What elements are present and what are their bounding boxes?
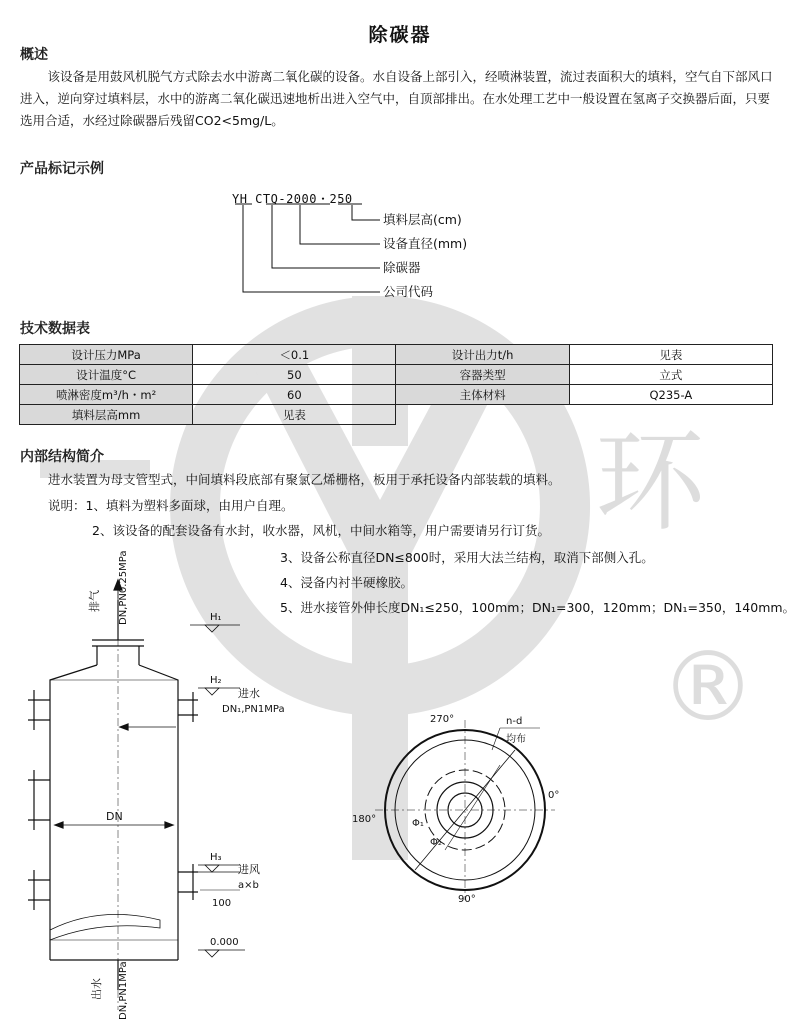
plan-labels — [352, 714, 559, 905]
outlet-pipe-label: DN,PN1MPa — [118, 961, 129, 1020]
dn-dimension: DN — [106, 810, 123, 823]
table-cell: 见表 — [193, 405, 396, 425]
level-h2: H₂ — [210, 675, 222, 686]
level-h1: H₁ — [210, 612, 222, 623]
phi2-label: Φ₂ — [430, 837, 442, 848]
table-cell: 主体材料 — [396, 385, 569, 405]
outlet-water-label: 出水 — [90, 978, 103, 1000]
level-h3: H₃ — [210, 852, 222, 863]
note-2: 2、该设备的配套设备有水封，收水器，风机，中间水箱等，用户需要请另行订货。 — [92, 523, 550, 538]
table-cell: Q235-A — [569, 385, 772, 405]
air-inlet-label: 进风 — [238, 863, 260, 876]
table-cell: 喷淋密度m³/h・m² — [20, 385, 193, 405]
marking-label-company: 公司代码 — [383, 284, 434, 299]
marking-label-fill-height: 填料层高(cm) — [383, 212, 462, 227]
table-cell: 设计压力MPa — [20, 345, 193, 365]
table-cell: ＜0.1 — [193, 345, 396, 365]
angle-180: 180° — [352, 814, 377, 825]
elevation-labels — [87, 551, 285, 1020]
product-code: YH CTQ-2000・250 — [232, 192, 353, 206]
table-cell: 见表 — [569, 345, 772, 365]
inlet-pipe-label: DN₁,PN1MPa — [222, 704, 285, 715]
holes-label: n-d — [506, 716, 523, 727]
marking-leaders — [235, 204, 380, 292]
phi1-label: Φ₁ — [412, 818, 424, 829]
table-cell: 立式 — [569, 365, 772, 385]
overview-paragraph: 该设备是用鼓风机脱气方式除去水中游离二氧化碳的设备。水自设备上部引入，经喷淋装置，流过表面积大的填料，空气自下部风口进入，逆向穿过填料层，水中的游离二氧化碳迅速地析出进入空气中，自顶部排出。在水处理工艺中一般设置在氢离子交换器后面，只要选用合适，水经过除碳器后残留CO2<5mg/L。 — [20, 69, 773, 128]
overview-heading: 概述 — [20, 47, 48, 63]
table-cell: 设计温度°C — [20, 365, 193, 385]
angle-270: 270° — [430, 714, 455, 725]
even-distribution-label: 均布 — [506, 734, 526, 745]
table-cell: 设计出力t/h — [396, 345, 569, 365]
internal-heading: 内部结构简介 — [20, 449, 104, 465]
angle-90: 90° — [458, 894, 476, 905]
table-cell: 60 — [193, 385, 396, 405]
note-4: 4、浸备内衬半硬橡胶。 — [280, 575, 413, 590]
tech-heading: 技术数据表 — [20, 321, 90, 337]
marking-heading: 产品标记示例 — [20, 161, 104, 177]
watermark-char: 环 — [595, 418, 705, 546]
marking-label-diameter: 设备直径(mm) — [383, 236, 468, 251]
note-3: 3、设备公称直径DN≤800时，采用大法兰结构，取消下部侧入孔。 — [280, 550, 654, 565]
plan-view — [375, 720, 555, 900]
internal-intro: 进水装置为母支管型式，中间填料段底部有聚氯乙烯栅格，板用于承托设备内部装载的填料。 — [48, 472, 561, 487]
marking-label-product: 除碳器 — [383, 260, 421, 275]
page-title: 除碳器 — [368, 24, 432, 46]
dimension-100: 100 — [212, 898, 232, 909]
angle-0: 0° — [548, 790, 560, 801]
watermark-registered-mark: ® — [660, 631, 756, 743]
air-size-label: a×b — [238, 880, 259, 891]
level-zero: 0.000 — [210, 937, 239, 948]
table-cell: 50 — [193, 365, 396, 385]
vent-label: 排气 — [88, 590, 101, 612]
vent-pipe-label: DN,PN0.25MPa — [118, 550, 129, 625]
table-cell: 填料层高mm — [20, 405, 193, 425]
table-cell: 容器类型 — [396, 365, 569, 385]
note-1: 说明：1、填料为塑料多面球，由用户自理。 — [48, 498, 294, 513]
inlet-water-label: 进水 — [238, 687, 260, 700]
note-5: 5、进水接管外伸长度DN₁≤250，100mm；DN₁=300，120mm；DN₁=350，140mm。 — [280, 600, 796, 615]
